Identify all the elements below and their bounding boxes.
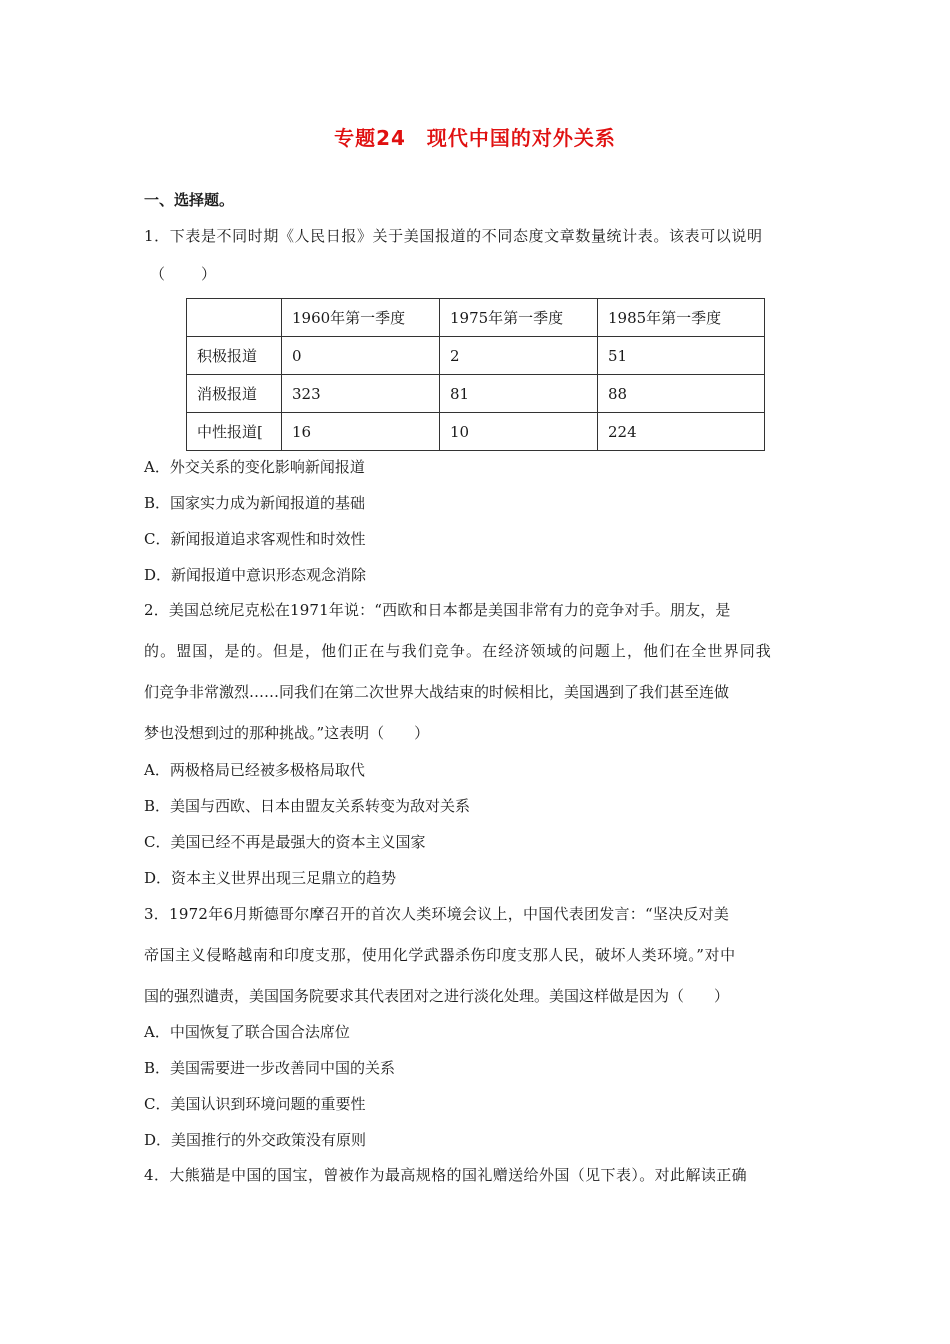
table-cell: 51 bbox=[598, 337, 765, 375]
row-label-cell: 积极报道 bbox=[187, 337, 282, 375]
question-3-option-a: A．中国恢复了联合国合法席位 bbox=[144, 1023, 350, 1041]
table-cell: 16 bbox=[282, 413, 440, 451]
report-statistics-table bbox=[186, 298, 765, 451]
table-header-cell: 1985年第一季度 bbox=[598, 299, 765, 337]
question-3-stem-line-3: 国的强烈谴责，美国国务院要求其代表团对之进行淡化处理。美国这样做是因为（ ） bbox=[144, 987, 730, 1005]
question-2-stem-line-1: 2．美国总统尼克松在1971年说：“西欧和日本都是美国非常有力的竞争对手。朋友，是 bbox=[144, 601, 731, 619]
table-cell: 323 bbox=[282, 375, 440, 413]
table-cell: 81 bbox=[440, 375, 598, 413]
table-row bbox=[187, 375, 765, 413]
question-1-option-b: B．国家实力成为新闻报道的基础 bbox=[144, 494, 366, 512]
question-2-stem-line-2: 的。盟国，是的。但是，他们正在与我们竞争。在经济领域的问题上，他们在全世界同我 bbox=[144, 642, 772, 660]
question-2-option-a: A．两极格局已经被多极格局取代 bbox=[144, 761, 365, 779]
question-2-option-c: C．美国已经不再是最强大的资本主义国家 bbox=[144, 833, 426, 851]
question-1-option-d: D．新闻报道中意识形态观念消除 bbox=[144, 566, 367, 584]
question-2-stem-line-3: 们竞争非常激烈……同我们在第二次世界大战结束的时候相比，美国遇到了我们甚至连做 bbox=[144, 683, 730, 701]
table-cell: 88 bbox=[598, 375, 765, 413]
question-1-option-a: A．外交关系的变化影响新闻报道 bbox=[144, 458, 365, 476]
question-3-option-b: B．美国需要进一步改善同中国的关系 bbox=[144, 1059, 396, 1077]
table-header-cell: 1975年第一季度 bbox=[440, 299, 598, 337]
table-cell bbox=[187, 299, 282, 337]
row-label-cell: 中性报道[ bbox=[187, 413, 282, 451]
question-4-stem-line-1: 4．大熊猫是中国的国宝，曾被作为最高规格的国礼赠送给外国（见下表）。对此解读正确 bbox=[144, 1166, 748, 1184]
question-3-stem-line-1: 3．1972年6月斯德哥尔摩召开的首次人类环境会议上，中国代表团发言：“坚决反对美 bbox=[144, 905, 730, 923]
table-header-cell: 1960年第一季度 bbox=[282, 299, 440, 337]
table-header-row bbox=[187, 299, 765, 337]
page-title: 专题24 现代中国的对外关系 bbox=[334, 126, 616, 150]
table-row bbox=[187, 337, 765, 375]
question-3-option-d: D．美国推行的外交政策没有原则 bbox=[144, 1131, 367, 1149]
question-2-option-d: D．资本主义世界出现三足鼎立的趋势 bbox=[144, 869, 397, 887]
table-cell: 10 bbox=[440, 413, 598, 451]
row-label-cell: 消极报道 bbox=[187, 375, 282, 413]
table-cell: 2 bbox=[440, 337, 598, 375]
table-row bbox=[187, 413, 765, 451]
question-1-answer-paren: （ ） bbox=[150, 265, 219, 283]
question-2-option-b: B．美国与西欧、日本由盟友关系转变为敌对关系 bbox=[144, 797, 471, 815]
section-heading: 一、选择题。 bbox=[144, 191, 235, 209]
question-1-stem-line-1: 1．下表是不同时期《人民日报》关于美国报道的不同态度文章数量统计表。该表可以说明 bbox=[144, 227, 763, 245]
question-3-stem-line-2: 帝国主义侵略越南和印度支那，使用化学武器杀伤印度支那人民，破坏人类环境。”对中 bbox=[144, 946, 736, 964]
question-2-stem-line-4: 梦也没想到过的那种挑战。”这表明（ ） bbox=[144, 724, 430, 742]
table-cell: 0 bbox=[282, 337, 440, 375]
question-3-option-c: C．美国认识到环境问题的重要性 bbox=[144, 1095, 366, 1113]
question-1-option-c: C．新闻报道追求客观性和时效性 bbox=[144, 530, 366, 548]
table-cell: 224 bbox=[598, 413, 765, 451]
